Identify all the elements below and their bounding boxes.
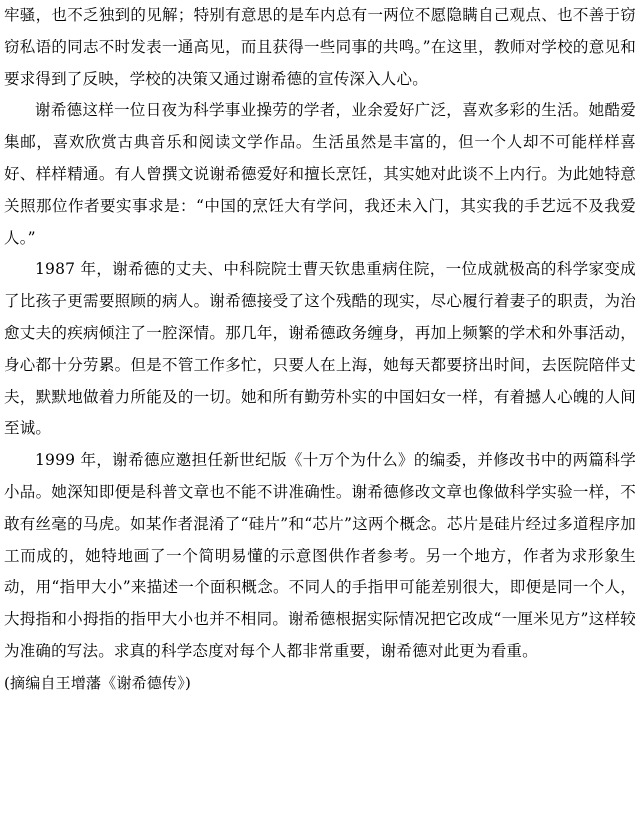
source-citation: (摘编自王增藩《谢希德传》)	[4, 673, 192, 692]
paragraph-1987: 1987 年，谢希德的丈夫、中科院院士曹天钦患重病住院，一位成就极高的科学家变成了比孩子更需要照顾的病人。谢希德接受了这个残酷的现实，尽心履行着妻子的职责，为治愈丈夫的疾病倾注了一腔深情。那几年，谢希德政务缠身，再加上频繁的学术和外事活动，身心都十分劳累。但是不管工作多忙，只要人在上海，她每天都要挤出时间，去医院陪伴丈夫，默默地做着力所能及的一切。她和所有勤劳朴实的中国妇女一样，有着撼人心魄的人间至诚。	[4, 260, 636, 438]
paragraph-hobbies: 谢希德这样一位日夜为科学事业操劳的学者，业余爱好广泛，喜欢多彩的生活。她酷爱集邮，喜欢欣赏古典音乐和阅读文学作品。生活虽然是丰富的，但一个人却不可能样样喜好、样样精通。有人曾撰文说谢希德爱好和擅长烹饪，其实她对此谈不上内行。为此她特意关照那位作者要实事求是：“中国的烹饪大有学问，我还未入门，其实我的手艺远不及我爱人。”	[4, 101, 636, 247]
paragraph-continuation: 牢骚，也不乏独到的见解；特别有意思的是车内总有一两位不愿隐瞒自己观点、也不善于窃窃私语的同志不时发表一通高见，而且获得一些同事的共鸣。”在这里，教师对学校的意见和要求得到了反映，学校的决策又通过谢希德的宣传深入人心。	[4, 6, 636, 88]
document-page	[4, 0, 636, 699]
paragraph-1999: 1999 年，谢希德应邀担任新世纪版《十万个为什么》的编委，并修改书中的两篇科学小品。她深知即便是科普文章也不能不讲准确性。谢希德修改文章也像做科学实验一样，不敢有丝毫的马虎。如某作者混淆了“硅片”和“芯片”这两个概念。芯片是硅片经过多道程序加工而成的，她特地画了一个简明易懂的示意图供作者参考。另一个地方，作者为求形象生动，用“指甲大小”来描述一个面积概念。不同人的手指甲可能差别很大，即便是同一个人，大拇指和小拇指的指甲大小也并不相同。谢希德根据实际情况把它改成“一厘米见方”这样较为准确的写法。求真的科学态度对每个人都非常重要，谢希德对此更为看重。	[4, 451, 636, 660]
